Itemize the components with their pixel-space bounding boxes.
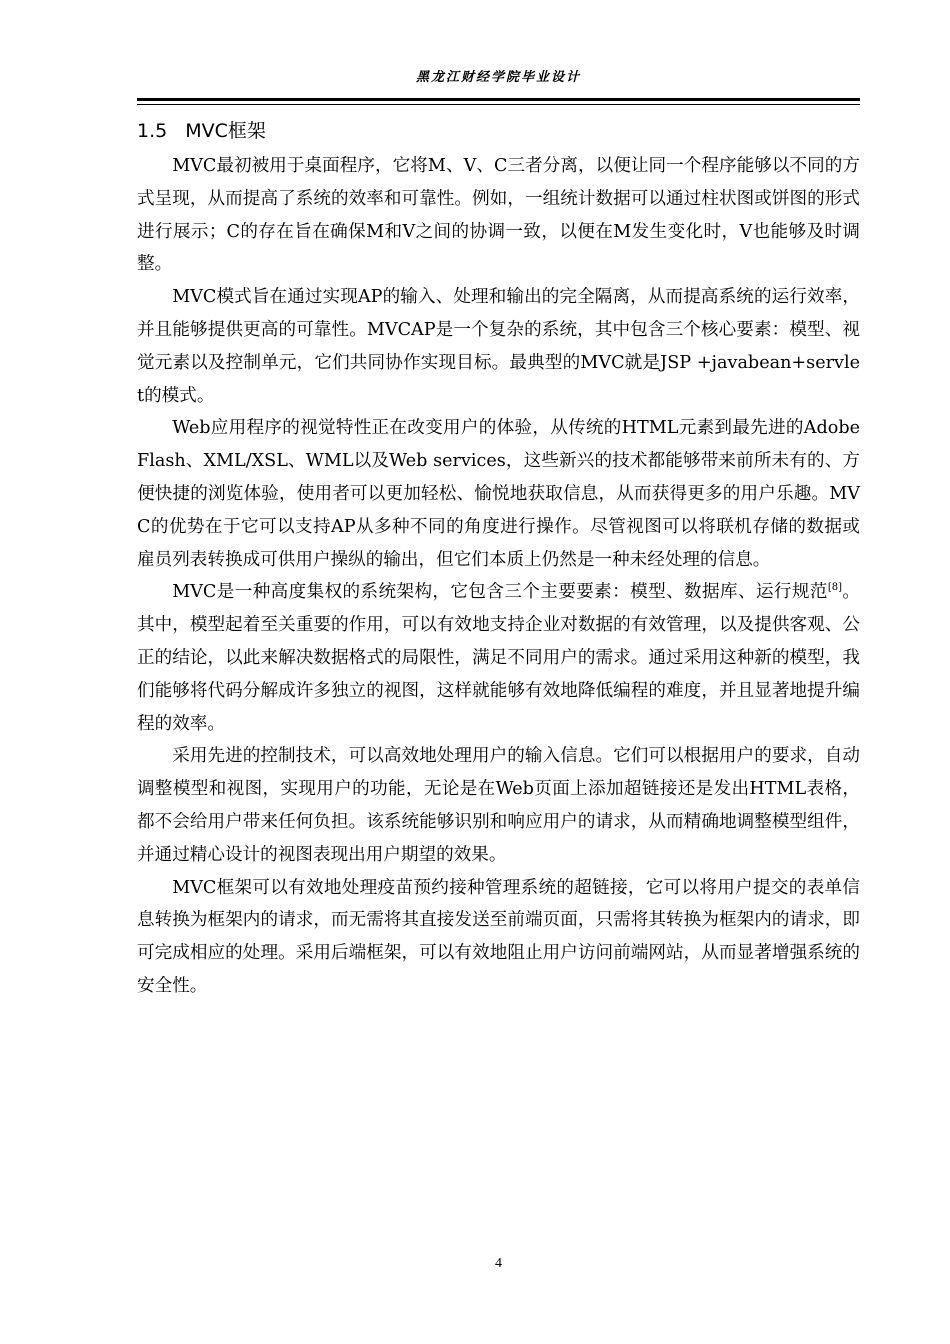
section-title: MVC框架	[185, 120, 266, 142]
paragraph-2: MVC模式旨在通过实现AP的输入、处理和输出的完全隔离，从而提高系统的运行效率，并且能够提供更高的可靠性。MVCAP是一个复杂的系统，其中包含三个核心要素：模型、视觉元素以及控制单元，它们共同协作实现目标。最典型的MVC就是JSP +javabean+servlet的模式。	[137, 287, 860, 406]
section-number: 1.5	[137, 120, 168, 142]
paragraph-5: 采用先进的控制技术，可以高效地处理用户的输入信息。它们可以根据用户的要求，自动调整模型和视图，实现用户的功能，无论是在Web页面上添加超链接还是发出HTML表格，都不会给用户带来任何负担。该系统能够识别和响应用户的请求，从而精确地调整模型组件，并通过精心设计的视图表现出用户期望的效果。	[137, 746, 860, 865]
header-divider-thick	[137, 98, 860, 101]
paragraph-1: MVC最初被用于桌面程序，它将M、V、C三者分离，以便让同一个程序能够以不同的方式呈现，从而提高了系统的效率和可靠性。例如，一组统计数据可以通过柱状图或饼图的形式进行展示；C的存在旨在确保M和V之间的协调一致，以便在M发生变化时，V也能够及时调整。	[137, 156, 860, 275]
paragraph-3: Web应用程序的视觉特性正在改变用户的体验，从传统的HTML元素到最先进的Adobe Flash、XML/XSL、WML以及Web services，这些新兴的技术都能够带来前所未有的、方便快捷的浏览体验，使用者可以更加轻松、愉悦地获取信息，从而获得更多的用户乐趣。MVC的优势在于它可以支持AP从多种不同的角度进行操作。尽管视图可以将联机存储的数据或雇员列表转换成可供用户操纵的输出，但它们本质上仍然是一种未经处理的信息。	[137, 418, 860, 570]
section-heading	[137, 118, 266, 144]
body-text	[137, 150, 860, 1003]
paragraph-6: MVC框架可以有效地处理疫苗预约接种管理系统的超链接，它可以将用户提交的表单信息转换为框架内的请求，而无需将其直接发送至前端页面，只需将其转换为框架内的请求，即可完成相应的处理。采用后端框架，可以有效地阻止用户访问前端网站，从而显著增强系统的安全性。	[137, 877, 860, 996]
paragraph-4	[137, 576, 860, 740]
paragraph-4-after: 。其中，模型起着至关重要的作用，可以有效地支持企业对数据的有效管理，以及提供客观、公正的结论，以此来解决数据格式的局限性，满足不同用户的需求。通过采用这种新的模型，我们能够将代码分解成许多独立的视图，这样就能够有效地降低编程的难度，并且显著地提升编程的效率。	[137, 582, 860, 734]
citation-reference: [8]	[827, 582, 843, 594]
paragraph-4-before: MVC是一种高度集权的系统架构，它包含三个主要要素：模型、数据库、运行规范	[172, 582, 828, 603]
page-header-title: 黑龙江财经学院毕业设计	[415, 70, 581, 85]
header-divider-thin	[137, 104, 860, 105]
page-number: 4	[495, 1256, 502, 1271]
